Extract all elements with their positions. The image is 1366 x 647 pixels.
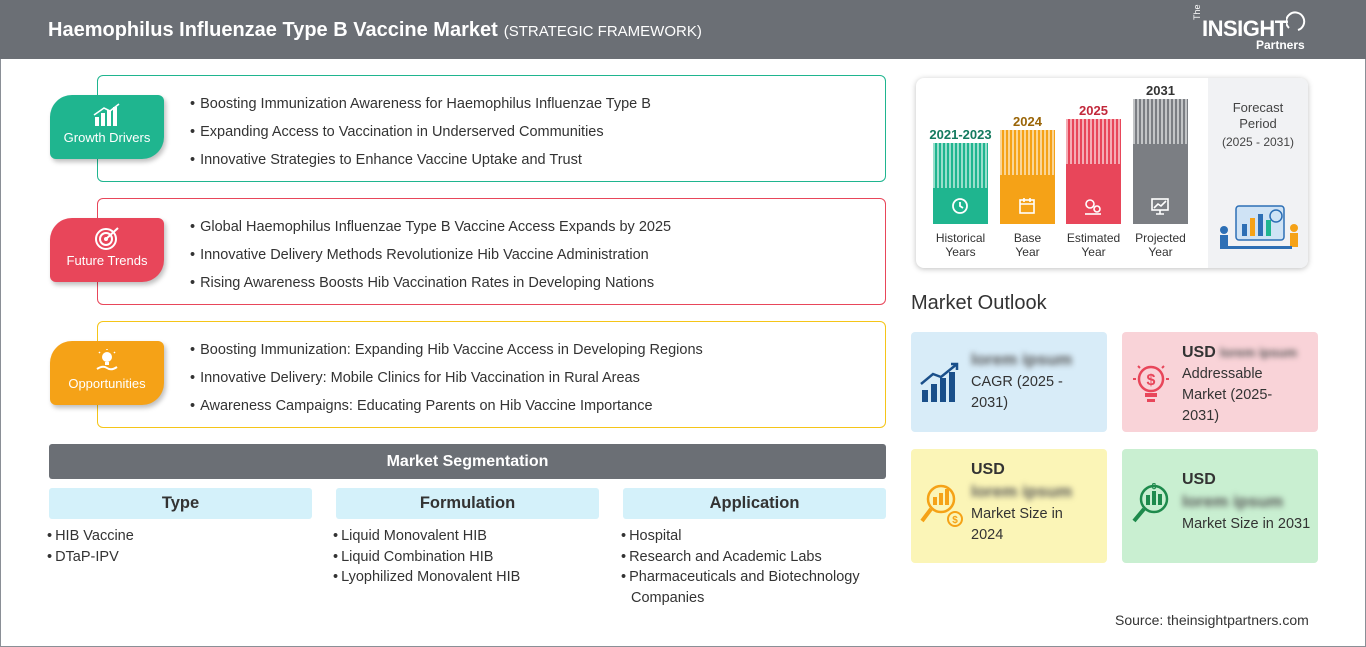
money-search-icon — [1130, 483, 1176, 529]
growth-drivers-box — [97, 75, 886, 182]
opportunities-box — [97, 321, 886, 428]
svg-text:$: $ — [1146, 372, 1156, 389]
market-size-2031-card — [1122, 449, 1318, 563]
segment-heading-type: Type — [49, 488, 312, 519]
list-item: • Global Haemophilus Influenzae Type B Vaccine Access Expands by 2025 — [190, 217, 671, 245]
gears-chart-icon — [1083, 196, 1103, 216]
market-size-2031-text — [1182, 469, 1310, 535]
future-trends-box — [97, 198, 886, 305]
timeline-bar — [1000, 130, 1055, 224]
history-clock-icon — [950, 196, 970, 216]
market-outlook-title: Market Outlook — [911, 292, 1047, 314]
calendar-icon — [1017, 196, 1037, 216]
timeline-period-label-line1: Estimated — [1066, 231, 1121, 245]
source-credit: Source: theinsightpartners.com — [1115, 612, 1309, 628]
timeline-year-label: 2021-2023 — [929, 127, 992, 142]
bar-body — [1000, 175, 1055, 224]
opportunities-label: Opportunities — [68, 376, 146, 391]
opportunities-list — [190, 340, 703, 424]
addressable-market-text — [1182, 342, 1297, 427]
timeline-period-label-line1: Base — [1013, 231, 1042, 245]
growth-chart-icon — [919, 362, 961, 404]
timeline-bar — [1066, 119, 1121, 224]
list-item: • Hospital — [621, 526, 886, 547]
forecast-title-line2: Period — [1239, 116, 1277, 131]
forecast-panel — [1208, 78, 1308, 268]
list-item: • Innovative Delivery Methods Revolutionize Hib Vaccine Administration — [190, 245, 671, 273]
segment-list-application — [621, 526, 886, 608]
header-bar — [0, 0, 1366, 59]
forecast-title — [1208, 100, 1308, 150]
future-trends-list — [190, 217, 671, 301]
list-item: • Boosting Immunization: Expanding Hib Vaccine Access in Developing Regions — [190, 340, 703, 368]
coins-search-icon — [919, 483, 965, 529]
bar-body — [933, 188, 988, 224]
growth-drivers-label: Growth Drivers — [63, 130, 151, 145]
page-title — [48, 19, 702, 42]
list-item: • Boosting Immunization Awareness for Haemophilus Influenzae Type B — [190, 94, 651, 122]
market-size-2024-label-line1: Market Size in — [971, 506, 1063, 522]
bar-striped-cap — [1000, 130, 1055, 175]
list-item: • Awareness Campaigns: Educating Parents on Hib Vaccine Importance — [190, 396, 703, 424]
presentation-chart-icon — [1150, 196, 1170, 216]
timeline-year-label: 2031 — [1146, 83, 1175, 98]
list-item: • Liquid Monovalent HIB — [333, 526, 593, 547]
list-item: • Pharmaceuticals and Biotechnology Companies — [621, 567, 886, 608]
timeline-year-label: 2024 — [1013, 114, 1042, 129]
segment-list-type — [47, 526, 302, 567]
usd-label: USD — [971, 461, 1005, 478]
svg-text:$: $ — [952, 515, 958, 526]
usd-label: USD — [1182, 344, 1216, 361]
dollar-bulb-icon — [1130, 360, 1172, 406]
market-size-2024-text — [971, 459, 1072, 546]
title-text: Haemophilus Influenzae Type B Vaccine Market — [48, 19, 498, 41]
timeline-bar — [933, 143, 988, 224]
logo-partners: Partners — [1256, 38, 1305, 52]
bar-body — [1133, 144, 1188, 224]
bar-striped-cap — [933, 143, 988, 188]
market-size-2024-card — [911, 449, 1107, 563]
list-item: • Research and Academic Labs — [621, 547, 886, 568]
growth-drivers-list — [190, 94, 651, 178]
segmentation-header: Market Segmentation — [49, 444, 886, 479]
logo-insight: INSIGHT — [1202, 16, 1288, 41]
segment-list-formulation — [333, 526, 593, 588]
logo-swoosh-icon — [1286, 10, 1308, 32]
list-item: • Lyophilized Monovalent HIB — [333, 567, 593, 588]
bar-striped-cap — [1133, 99, 1188, 144]
forecast-title-line1: Forecast — [1232, 100, 1284, 115]
cagr-label-line1: CAGR (2025 - — [971, 374, 1063, 390]
opportunities-badge — [50, 341, 164, 405]
analyst-dashboard-icon — [1214, 198, 1302, 256]
timeline-period-label — [1118, 231, 1203, 259]
timeline-period-label-line2: Years — [945, 245, 976, 259]
timeline-period-label-line2: Year — [1148, 245, 1173, 259]
addressable-label-line2: Market (2025- — [1182, 387, 1273, 403]
bar-body — [1066, 164, 1121, 224]
segment-heading-formulation: Formulation — [336, 488, 599, 519]
svg-text:$: $ — [1151, 483, 1157, 491]
cagr-card — [911, 332, 1107, 432]
timeline-period-label-line2: Year — [1081, 245, 1106, 259]
cagr-text — [971, 349, 1072, 414]
market-size-2024-value: lorem ipsum — [971, 482, 1073, 501]
list-item: • Liquid Combination HIB — [333, 547, 593, 568]
addressable-market-card — [1122, 332, 1318, 432]
list-item: • Rising Awareness Boosts Hib Vaccination Rates in Developing Nations — [190, 273, 671, 301]
forecast-range: (2025 - 2031) — [1221, 135, 1295, 149]
timeline-period-label-line1: Historical — [935, 231, 986, 245]
logo-the: The — [1192, 4, 1202, 20]
growth-drivers-badge — [50, 95, 164, 159]
addressable-market-value: lorem ipsum — [1219, 345, 1298, 360]
segment-heading-application: Application — [623, 488, 886, 519]
cagr-label-line2: 2031) — [971, 395, 1009, 411]
addressable-label-line1: Addressable — [1182, 366, 1263, 382]
target-icon — [93, 226, 121, 250]
list-item: • Innovative Delivery: Mobile Clinics for Hib Vaccination in Rural Areas — [190, 368, 703, 396]
list-item: • HIB Vaccine — [47, 526, 302, 547]
insight-partners-logo — [1190, 4, 1310, 54]
timeline-period-label-line1: Projected — [1135, 231, 1186, 245]
market-size-2024-label-line2: 2024 — [971, 527, 1004, 543]
future-trends-badge — [50, 218, 164, 282]
list-item: • Innovative Strategies to Enhance Vaccine Uptake and Trust — [190, 150, 651, 178]
usd-label: USD — [1182, 471, 1216, 488]
lightbulb-hand-icon — [93, 349, 121, 373]
list-item: • Expanding Access to Vaccination in Underserved Communities — [190, 122, 651, 150]
market-size-2031-value: lorem ipsum — [1182, 492, 1284, 511]
future-trends-label: Future Trends — [66, 253, 148, 268]
cagr-value: lorem ipsum — [971, 350, 1073, 369]
list-item: • DTaP-IPV — [47, 547, 302, 568]
bar-chart-growth-icon — [92, 103, 122, 127]
addressable-label-line3: 2031) — [1182, 408, 1220, 424]
timeline-period-label-line2: Year — [1015, 245, 1040, 259]
page-subtitle: (STRATEGIC FRAMEWORK) — [503, 23, 702, 40]
bar-striped-cap — [1066, 119, 1121, 164]
timeline-year-label: 2025 — [1079, 103, 1108, 118]
timeline-bar — [1133, 99, 1188, 224]
market-size-2031-label: Market Size in 2031 — [1182, 516, 1311, 532]
